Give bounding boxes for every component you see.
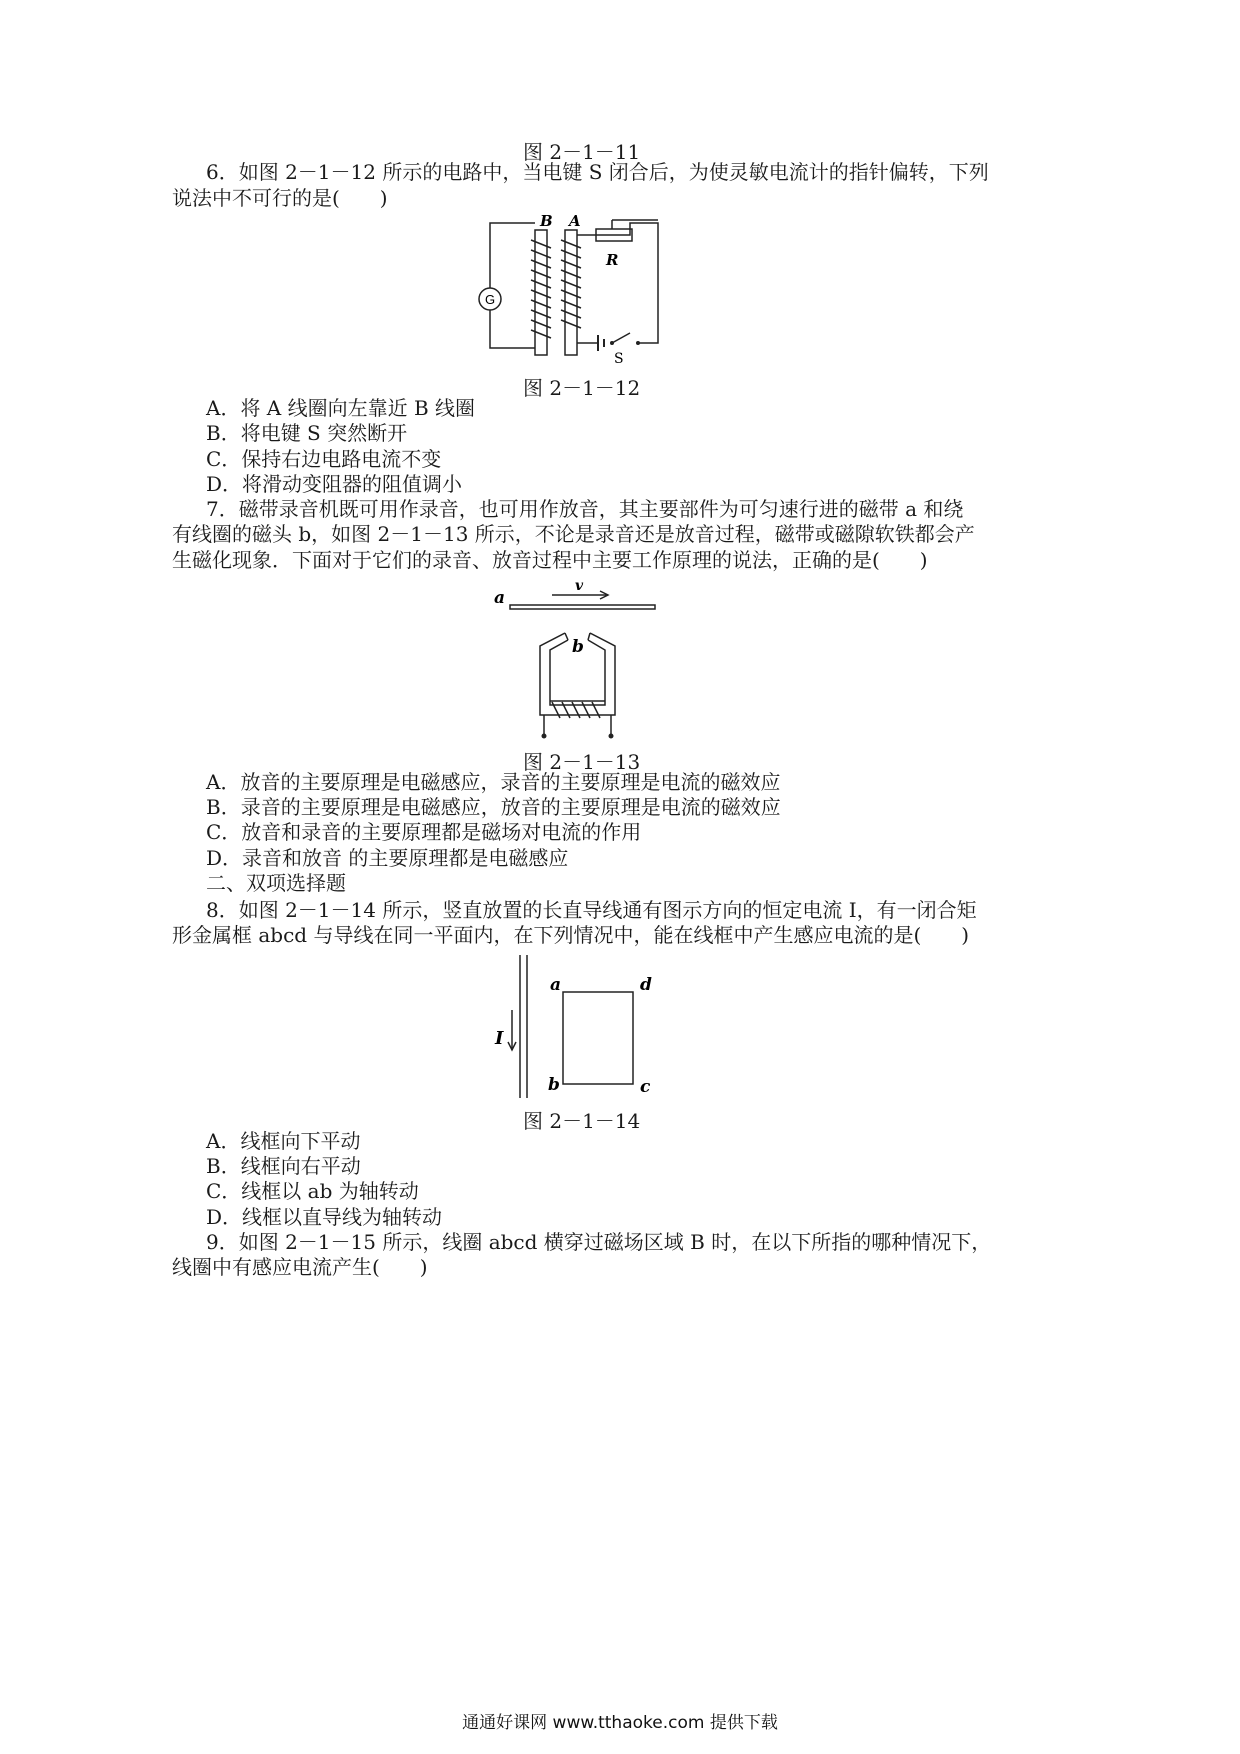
figure-caption-2-1-11: 图 2－1－11 [523, 140, 641, 164]
label-a-coil: A [569, 212, 581, 230]
label-b-corner: b [548, 1075, 560, 1095]
question-7-line-2: 有线圈的磁头 b，如图 2－1－13 所示，不论是录音还是放音过程，磁带或磁隙软铁都会产 [172, 522, 975, 546]
q6-option-b: B．将电键 S 突然断开 [206, 421, 408, 445]
label-b-coil: B [540, 212, 553, 230]
label-i: I [495, 1028, 504, 1049]
coil-a-windings [561, 240, 581, 328]
magnetic-tape [510, 605, 655, 609]
battery-icon [598, 335, 604, 351]
section-title: 二、双项选择题 [206, 871, 346, 895]
question-8-line-1: 8．如图 2－1－14 所示，竖直放置的长直导线通有图示方向的恒定电流 I，有一闭合矩 [206, 898, 977, 922]
label-a-tape: a [494, 588, 506, 608]
question-9-line-1: 9．如图 2－1－15 所示，线圈 abcd 横穿过磁场区域 B 时，在以下所指的哪种情况下， [206, 1230, 992, 1254]
label-b-head: b [572, 637, 584, 657]
q8-option-d: D．线框以直导线为轴转动 [206, 1205, 443, 1229]
question-9-line-2: 线圈中有感应电流产生( ) [172, 1255, 428, 1279]
label-s: S [614, 351, 624, 367]
switch-blade [612, 333, 630, 343]
figure-2-1-13-tape-head [490, 578, 660, 743]
figure-caption-2-1-13: 图 2－1－13 [523, 750, 641, 774]
question-6-line-2: 说法中不可行的是( ) [172, 186, 388, 210]
q6-option-d: D．将滑动变阻器的阻值调小 [206, 472, 463, 496]
q7-option-b: B．录音的主要原理是电磁感应，放音的主要原理是电流的磁效应 [206, 795, 781, 819]
q6-option-a: A．将 A 线圈向左靠近 B 线圈 [206, 396, 476, 420]
q8-option-c: C．线框以 ab 为轴转动 [206, 1179, 419, 1203]
label-a-corner: a [550, 975, 562, 995]
label-d-corner: d [640, 975, 652, 995]
q7-option-a: A．放音的主要原理是电磁感应，录音的主要原理是电流的磁效应 [206, 770, 781, 794]
question-8-line-2: 形金属框 abcd 与导线在同一平面内，在下列情况中，能在线框中产生感应电流的是( ) [172, 923, 970, 947]
q7-option-d: D．录音和放音 的主要原理都是电磁感应 [206, 846, 569, 870]
figure-2-1-14-wire-loop [480, 950, 670, 1100]
question-7-line-3: 生磁化现象．下面对于它们的录音、放音过程中主要工作原理的说法，正确的是( ) [172, 548, 928, 572]
metal-frame-abcd [563, 992, 633, 1084]
coil-b-windings [531, 240, 551, 338]
q8-option-b: B．线框向右平动 [206, 1154, 361, 1178]
q8-option-a: A．线框向下平动 [206, 1129, 361, 1153]
label-g: G [484, 292, 496, 307]
question-7-line-1: 7．磁带录音机既可用作录音，也可用作放音，其主要部件为可匀速行进的磁带 a 和绕 [206, 497, 964, 521]
page-footer: 通通好课网 www.tthaoke.com 提供下载 [462, 1713, 778, 1733]
label-v: v [575, 578, 584, 594]
figure-2-1-12-circuit [470, 212, 670, 367]
label-r: R [606, 251, 619, 269]
q6-option-c: C．保持右边电路电流不变 [206, 447, 442, 471]
question-6-line-1: 6．如图 2－1－12 所示的电路中，当电键 S 闭合后，为使灵敏电流计的指针偏转，下列 [206, 160, 989, 184]
q7-option-c: C．放音和录音的主要原理都是磁场对电流的作用 [206, 820, 642, 844]
left-circuit-wire [490, 223, 535, 348]
figure-caption-2-1-14: 图 2－1－14 [523, 1109, 641, 1133]
label-c-corner: c [640, 1077, 651, 1097]
figure-caption-2-1-12: 图 2－1－12 [523, 376, 641, 400]
